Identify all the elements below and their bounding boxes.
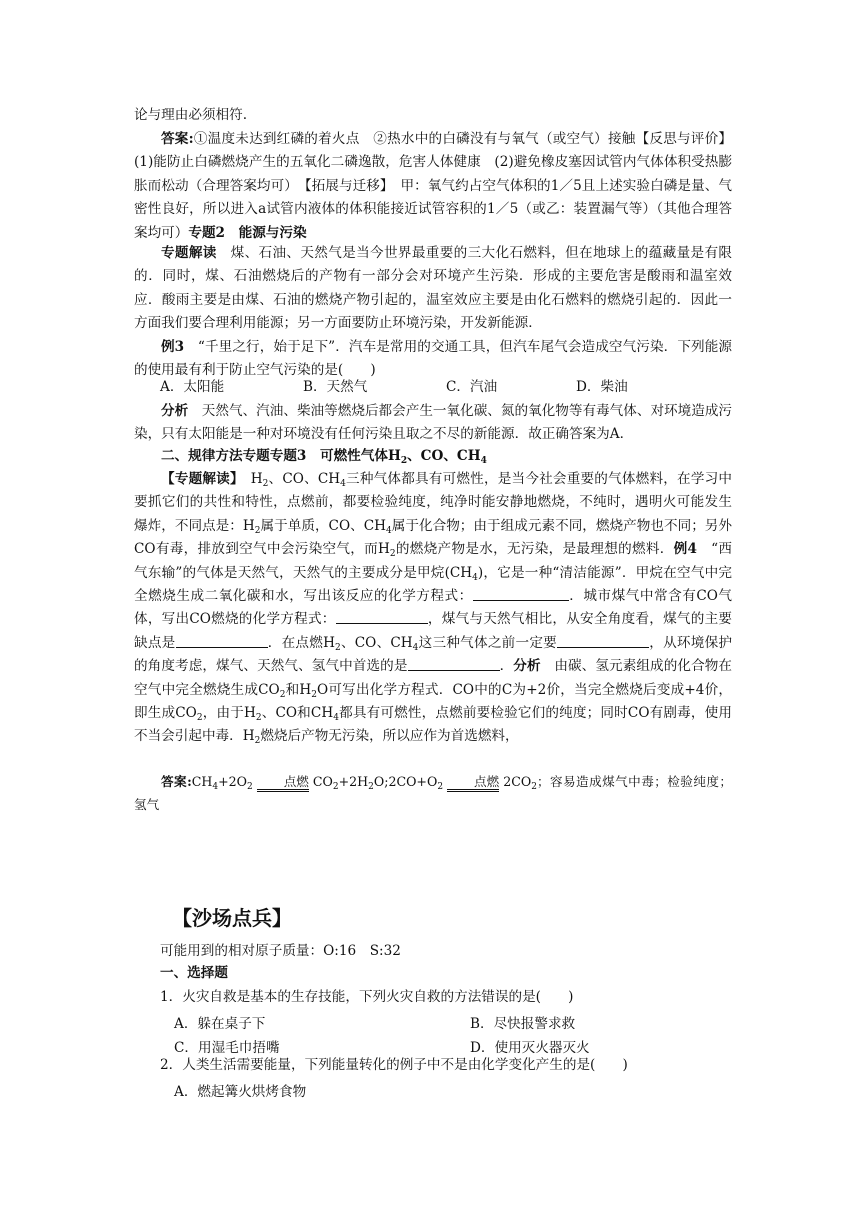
- text-run: O;2CO+O: [373, 774, 438, 789]
- subscript: 2: [196, 713, 203, 724]
- topic2-paragraph: [134, 242, 732, 336]
- analysis3-paragraph: [134, 400, 732, 447]
- text-run: O可写出化学方程式．CO中的C为+2价，当完全燃烧后变成+4价，即生成CO: [134, 681, 733, 722]
- subscript: 4: [412, 642, 419, 653]
- q1-option-d[interactable]: D．使用灭火器灭火: [470, 1040, 590, 1056]
- example3-label: 例3: [161, 339, 185, 355]
- text-run: 燃烧后产物无污染，所以应作为首选燃料，: [260, 728, 519, 745]
- example4-label: 例4: [673, 541, 697, 558]
- subscript: 4: [472, 572, 478, 583]
- q1-option-a[interactable]: A．躲在桌子下: [174, 1016, 266, 1032]
- subscript: 4: [212, 782, 219, 792]
- option-c: C．汽油: [446, 379, 498, 395]
- subscript: 2: [262, 479, 269, 489]
- option-a: A．太阳能: [160, 379, 225, 395]
- atomic-masses: 可能用到的相对原子质量：O:16 S:32: [160, 943, 401, 959]
- answer4-label: 答案:: [161, 774, 192, 789]
- text-run: 、CO、CH: [340, 634, 413, 651]
- topic3-paragraph: [134, 468, 732, 749]
- answer-blank[interactable]: [408, 656, 500, 671]
- subscript: 2: [368, 782, 374, 792]
- text-run: “西气东输”的气体是天然气，天然气的主要成分是甲烷(CH: [134, 541, 732, 581]
- answer-blank[interactable]: [473, 586, 569, 601]
- text-run: 、CO和CH: [261, 705, 334, 722]
- analysis3-label: 分析: [161, 403, 189, 419]
- q1-option-c[interactable]: C．用湿毛巾捂嘴: [174, 1040, 280, 1056]
- text-run: )，它是一种“清洁能源”．甲烷在空气中完全燃烧生成二氧化碳和水，写出该反应的化学方程式：: [134, 564, 732, 605]
- subscript: 2: [254, 736, 261, 747]
- subscript: 4: [480, 456, 487, 466]
- subscript: 2: [246, 782, 253, 792]
- text-run: ，由于H: [202, 705, 256, 722]
- topic2-title: 专题2 能源与污染: [188, 224, 307, 241]
- subscript: 4: [386, 525, 392, 536]
- subscript: 2: [255, 713, 262, 724]
- text-run: 的燃烧产物是水，无污染，是最理想的燃料．: [395, 541, 674, 558]
- subscript: 2: [254, 525, 261, 536]
- answer4-paragraph: [134, 770, 732, 817]
- answer-paragraph: [134, 128, 732, 245]
- text-run: CO: [312, 774, 333, 789]
- answer-blank[interactable]: [176, 633, 268, 648]
- text-run: 和H: [285, 681, 312, 698]
- text-run: ．: [499, 658, 514, 675]
- practice-heading: 【沙场点兵】: [172, 906, 292, 930]
- subscript: 2: [279, 689, 286, 700]
- question-1: 1．火灾自救是基本的生存技能，下列火灾自救的方法错误的是( ): [160, 989, 574, 1005]
- text-run: 属于化合物；由于组成元素不同，燃烧产物也不同；另外CO有毒，排放到空气中会污染空气，而H: [134, 517, 733, 558]
- example3-text: “千里之行，始于足下”．汽车是常用的交通工具，但汽车尾气会造成空气污染．下列能源的使用最有利于防止空气污染的是( ): [134, 339, 732, 379]
- topic2-label: 专题解读: [161, 245, 217, 261]
- option-d: D．柴油: [576, 379, 628, 395]
- subscript: 2: [334, 642, 341, 653]
- subscript: 4: [340, 479, 346, 489]
- text-run: ；容易造成煤气中毒；检验纯度；氢气: [134, 774, 732, 813]
- subscript: 2: [531, 782, 537, 792]
- subscript: 2: [437, 782, 444, 792]
- subscript: 4: [333, 713, 339, 724]
- subscript: 2: [311, 689, 318, 700]
- text-run: ．城市煤气中常含有CO气体，写出CO燃烧的化学方程式：: [134, 588, 733, 628]
- analysis4-label: 分析: [513, 658, 541, 675]
- q1-option-b[interactable]: B．尽快报警求救: [470, 1016, 576, 1032]
- answer-text: ①温度未达到红磷的着火点 ②热水中的白磷没有与氧气（或空气）接触【反思与评价】 (1)能防止白磷燃烧产生的五氧化二磷逸散，危害人体健康 (2)避免橡皮塞因试管内气体体积受热膨胀而松动（合理答案均可） 【拓展与迁移】 甲：氧气约占空气体积的1／5且上述实验白磷是量、气密性良好，所以进入a试管内液体的体积能接近试管容积的1／5（或乙：装置漏气等）（其他合理答案均可）: [134, 131, 732, 241]
- text-run: 、CO、CH: [268, 471, 341, 487]
- answer-label: 答案:: [161, 131, 194, 147]
- topic2-text: 煤、石油、天然气是当今世界最重要的三大化石燃料，但在地球上的蕴藏量是有限的．同时，煤、石油燃烧后的产物有一部分会对环境产生污染．形成的主要危害是酸雨和温室效应．酸雨主要是由煤、石油的燃烧产物引起的，温室效应主要是由化石燃料的燃烧引起的．因此一方面我们要合理利用能源；另一方面要防止环境污染，开发新能源．: [134, 245, 733, 332]
- topic3-label: 【专题解读】: [161, 471, 237, 487]
- text-run: ，煤气与天然气相比，从安全角度看，煤气的主要缺点是: [134, 611, 733, 651]
- question-2: 2．人类生活需要能量，下列能量转化的例子中不是由化学变化产生的是( ): [160, 1057, 628, 1073]
- answer-blank[interactable]: [336, 609, 428, 624]
- example3-options: [160, 376, 758, 399]
- q2-option-a[interactable]: A．燃起篝火烘烤食物: [174, 1084, 307, 1100]
- text-run: 2CO: [503, 774, 532, 789]
- answer-blank[interactable]: [557, 633, 649, 648]
- option-b: B．天然气: [303, 379, 368, 395]
- section2-title-part: 二、规律方法专题专题3 可燃性气体H: [161, 448, 401, 464]
- subscript: 2: [389, 549, 396, 560]
- text-run: CH: [191, 774, 213, 789]
- section2-title: [134, 445, 732, 468]
- text-run: 这三种气体之前一定要: [418, 634, 558, 651]
- text-run: H: [236, 471, 263, 487]
- text-line: 论与理由必须相符.: [134, 107, 248, 123]
- text-run: 都具有可燃性，点燃前要检验它们的纯度；同时CO有剧毒，使用不当会引起中毒．H: [134, 705, 732, 745]
- section2-title-part: 、CO、CH: [407, 448, 481, 464]
- text-run: +2O: [218, 774, 247, 789]
- section-title: 一、选择题: [160, 965, 228, 981]
- text-run: 由碳、氢元素组成的化合物在空气中完全燃烧生成CO: [134, 658, 733, 698]
- reaction-condition: 点燃: [447, 774, 499, 792]
- subscript: 2: [332, 782, 339, 792]
- text-run: 属于单质，CO、CH: [260, 517, 386, 534]
- subscript: 2: [400, 456, 408, 466]
- text-run: ，从环境保护的角度考虑，煤气、天然气、氢气中首选的是: [134, 634, 733, 675]
- text-run: ．在点燃H: [267, 634, 335, 651]
- text-run: 三种气体都具有可燃性，是当今社会重要的气体燃料，在学习中要抓它们的共性和特性，点燃前，都要检验纯度，纯净时能安静地燃烧，不纯时，遇明火可能发生爆炸，不同点是：H: [134, 471, 733, 534]
- reaction-condition: 点燃: [257, 774, 309, 792]
- text-run: +2H: [338, 774, 369, 789]
- analysis3-text: 天然气、汽油、柴油等燃烧后都会产生一氧化碳、氮的氧化物等有毒气体、对环境造成污染，只有太阳能是一种对环境没有任何污染且取之不尽的新能源．故正确答案为A．: [134, 403, 733, 443]
